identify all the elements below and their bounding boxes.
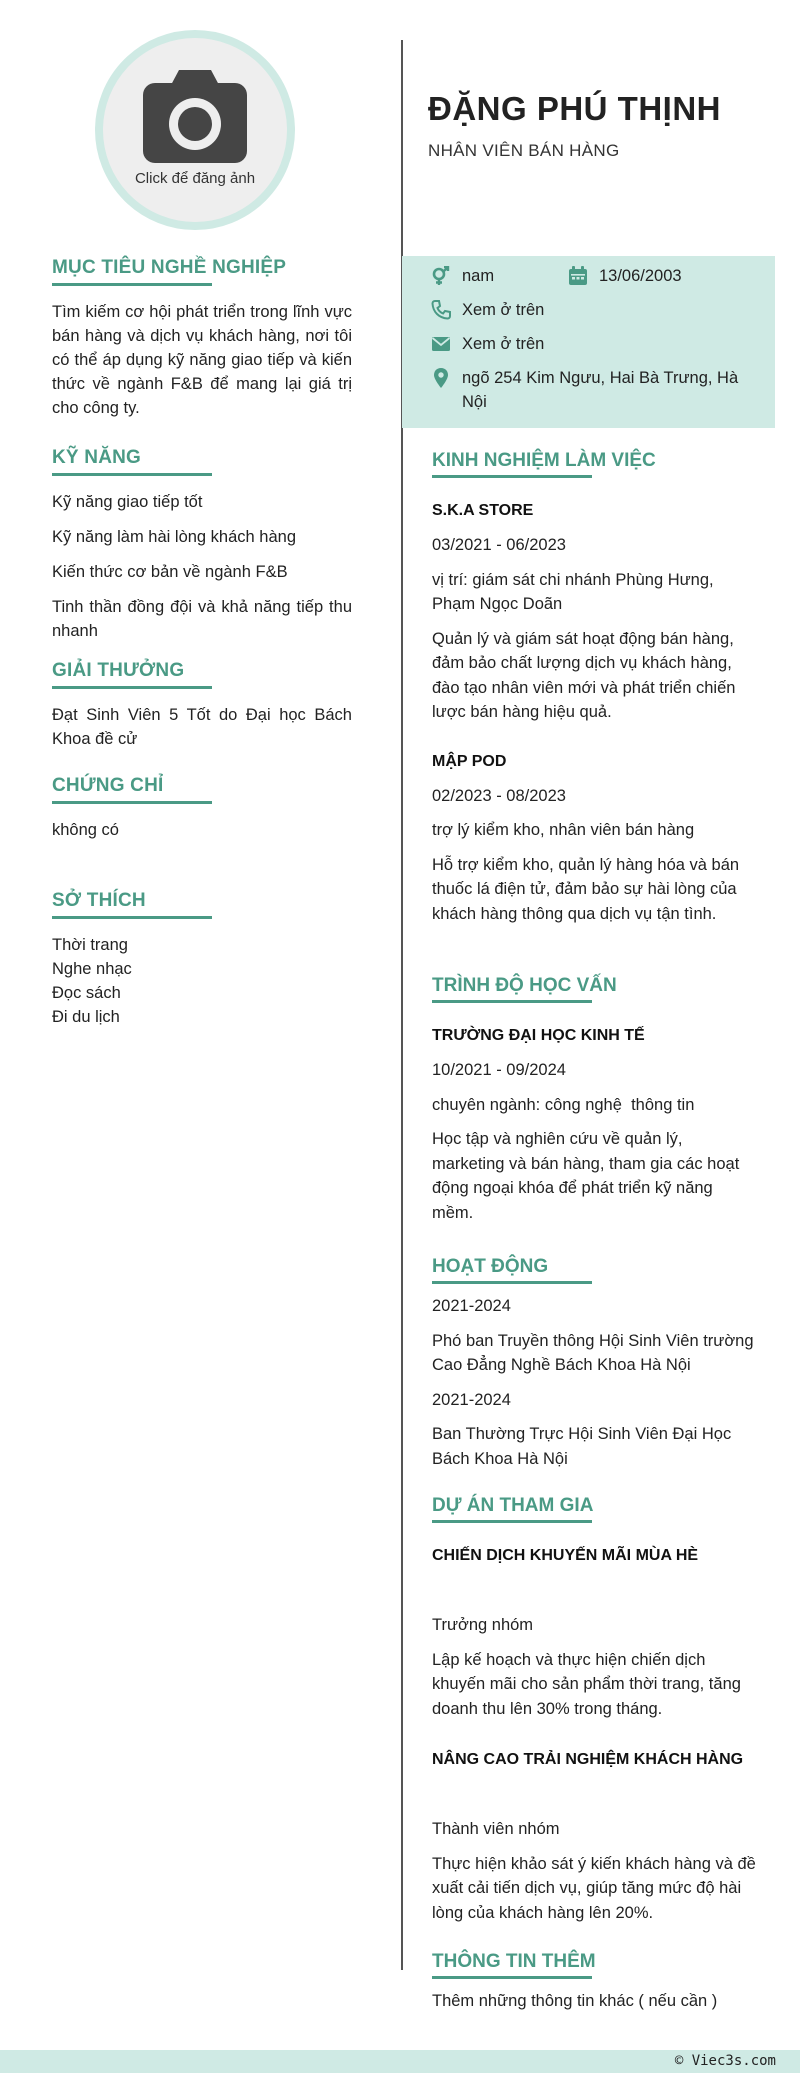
hobbies-title: SỞ THÍCH: [52, 890, 146, 911]
awards-section: [52, 660, 352, 751]
contact-box: [402, 256, 775, 428]
education-school: TRƯỜNG ĐẠI HỌC KINH TẾ: [432, 1027, 645, 1044]
job-period: 03/2021 - 06/2023: [432, 536, 566, 554]
location-pin-icon: [431, 368, 451, 388]
education-underline: [432, 1000, 592, 1003]
job-description: Hỗ trợ kiểm kho, quản lý hàng hóa và bán thuốc lá điện tử, đảm bảo sự hài lòng của khách hàng thông qua dịch vụ tận tình.: [432, 855, 740, 923]
project-name: CHIẾN DỊCH KHUYẾN MÃI MÙA HÈ: [432, 1547, 699, 1564]
job-company: MẬP POD: [432, 752, 507, 770]
avatar-upload[interactable]: [95, 30, 295, 230]
candidate-title: NHÂN VIÊN BÁN HÀNG: [428, 141, 620, 160]
job-company: S.K.A STORE: [432, 502, 534, 519]
job-position: trợ lý kiểm kho, nhân viên bán hàng: [432, 821, 695, 839]
hobby-item: Đọc sách: [52, 984, 121, 1002]
awards-text: Đạt Sinh Viên 5 Tốt do Đại học Bách Khoa đề cử: [52, 706, 352, 748]
phone-icon: [431, 300, 451, 320]
experience-section: [432, 450, 757, 926]
hobby-item: Nghe nhạc: [52, 960, 132, 978]
activity-text: Phó ban Truyền thông Hội Sinh Viên trường Cao Đẳng Nghề Bách Khoa Hà Nội: [432, 1331, 754, 1374]
candidate-name: ĐẶNG PHÚ THỊNH: [428, 90, 721, 127]
certificates-underline: [52, 801, 212, 804]
footer-bar: [0, 2050, 800, 2073]
skills-underline: [52, 473, 212, 476]
skills-section: [52, 447, 352, 643]
gender-value: nam: [462, 267, 495, 285]
education-description: Học tập và nghiên cứu về quản lý, marketing và bán hàng, tham gia các hoạt động ngoại khóa để phát triển kỹ năng mềm.: [432, 1130, 740, 1222]
more-info-underline: [432, 1976, 592, 1979]
more-info-title: THÔNG TIN THÊM: [432, 1951, 596, 1972]
activity-text: Ban Thường Trực Hội Sinh Viên Đại Học Bách Khoa Hà Nội: [432, 1425, 732, 1468]
skill-item: Kỹ năng làm hài lòng khách hàng: [52, 528, 297, 546]
experience-title: KINH NGHIỆM LÀM VIỆC: [432, 450, 656, 471]
certificates-section: [52, 775, 352, 842]
project-role: Trưởng nhóm: [432, 1616, 534, 1634]
certificates-text: không có: [52, 821, 119, 839]
projects-title: DỰ ÁN THAM GIA: [432, 1495, 594, 1516]
hobbies-underline: [52, 916, 212, 919]
objective-title: MỤC TIÊU NGHỀ NGHIỆP: [52, 257, 287, 278]
project-role: Thành viên nhóm: [432, 1820, 560, 1838]
footer-credit: © Viec3s.com: [674, 2053, 776, 2069]
gender-icon: [431, 266, 451, 286]
education-title: TRÌNH ĐỘ HỌC VẤN: [432, 975, 617, 996]
job-position: vị trí: giám sát chi nhánh Phùng Hưng, Phạm Ngọc Doãn: [432, 570, 714, 613]
skill-item: Tinh thần đồng đội và khả năng tiếp thu nhanh: [52, 598, 352, 640]
awards-title: GIẢI THƯỞNG: [52, 660, 185, 681]
skills-title: KỸ NĂNG: [52, 447, 142, 468]
job-period: 02/2023 - 08/2023: [432, 786, 566, 805]
activities-section: [432, 1256, 757, 1471]
hobby-item: Đi du lịch: [52, 1008, 120, 1026]
projects-section: [432, 1495, 757, 1925]
activity-period: 2021-2024: [432, 1390, 511, 1409]
experience-underline: [432, 475, 592, 478]
activities-title: HOẠT ĐỘNG: [432, 1256, 549, 1277]
phone-value: Xem ở trên: [462, 301, 545, 319]
objective-underline: [52, 283, 212, 286]
objective-section: [52, 257, 352, 420]
address-value: ngõ 254 Kim Ngưu, Hai Bà Trưng, Hà Nội: [462, 369, 739, 411]
camera-icon: [143, 68, 247, 164]
awards-underline: [52, 686, 212, 689]
mail-icon: [431, 334, 451, 354]
birthday-value: 13/06/2003: [599, 267, 682, 285]
project-description: Thực hiện khảo sát ý kiến khách hàng và đề xuất cải tiến dịch vụ, giúp tăng mức độ hài lòng của khách hàng lên 20%.: [432, 1854, 756, 1922]
certificates-title: CHỨNG CHỈ: [52, 775, 164, 796]
more-info-text: Thêm những thông tin khác ( nếu cần ): [432, 1992, 718, 2010]
email-value: Xem ở trên: [462, 335, 545, 353]
more-info-section: [432, 1951, 757, 2014]
job-description: Quản lý và giám sát hoạt động bán hàng, đảm bảo chất lượng dịch vụ khách hàng, đào tạo nhân viên mới và phát triển chiến lược bán hàng hiệu quả.: [432, 629, 736, 721]
activity-period: 2021-2024: [432, 1297, 511, 1315]
hobbies-section: [52, 890, 352, 1029]
calendar-icon: [568, 266, 588, 286]
hobby-item: Thời trang: [52, 936, 128, 954]
education-section: [432, 975, 757, 1225]
avatar-caption: Click để đăng ảnh: [134, 170, 256, 187]
education-period: 10/2021 - 09/2024: [432, 1061, 566, 1079]
skill-item: Kỹ năng giao tiếp tốt: [52, 493, 203, 511]
activities-underline: [432, 1281, 592, 1284]
education-major: chuyên ngành: công nghệ thông tin: [432, 1095, 695, 1114]
project-description: Lập kế hoạch và thực hiện chiến dịch khuyến mãi cho sản phẩm thời trang, tăng doanh thu lên 30% trong tháng.: [432, 1650, 741, 1718]
projects-underline: [432, 1520, 592, 1523]
project-name: NÂNG CAO TRẢI NGHIỆM KHÁCH HÀNG: [432, 1751, 744, 1768]
skill-item: Kiến thức cơ bản về ngành F&B: [52, 563, 288, 581]
objective-text: Tìm kiếm cơ hội phát triển trong lĩnh vực bán hàng và dịch vụ khách hàng, nơi tôi có thể áp dụng kỹ năng giao tiếp và kiến thức về ngành F&B để mang lại giá trị cho công ty.: [52, 303, 352, 417]
